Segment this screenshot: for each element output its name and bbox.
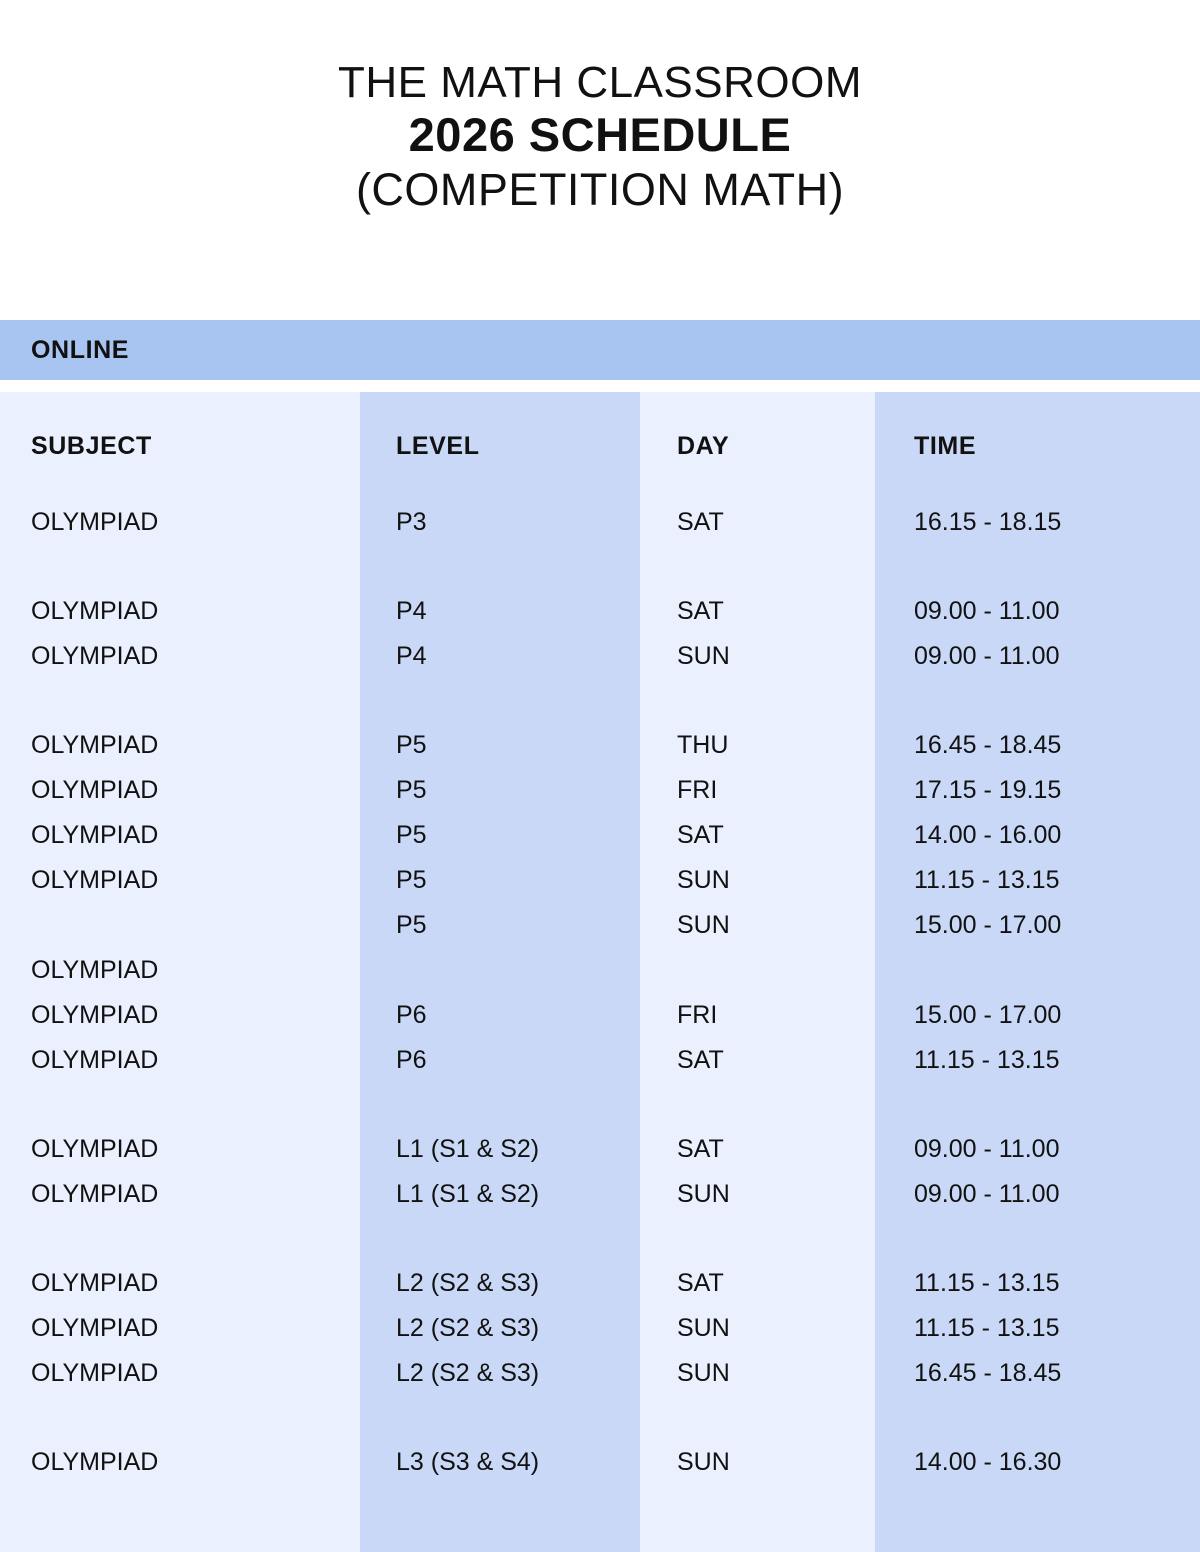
- page-title: 2026 SCHEDULE: [408, 108, 792, 162]
- cell-time: 14.00 - 16.30: [914, 1448, 1062, 1476]
- cell-subject: OLYMPIAD: [31, 1269, 159, 1297]
- cell-level: P6: [396, 1046, 427, 1074]
- table-header-row: [0, 392, 1200, 500]
- cell-day: FRI: [677, 1001, 718, 1029]
- page-header: [0, 0, 1200, 216]
- cell-day: SAT: [677, 1269, 724, 1297]
- cell-time: 09.00 - 11.00: [914, 642, 1060, 670]
- cell-level: P3: [396, 508, 427, 536]
- cell-level: P5: [396, 731, 427, 759]
- cell-time: 11.15 - 13.15: [914, 1046, 1060, 1074]
- table-row: [0, 1172, 1200, 1217]
- cell-subject: OLYMPIAD: [31, 1180, 159, 1208]
- table-row-spacer: [0, 679, 1200, 723]
- table-row: [0, 1306, 1200, 1351]
- table-row: [0, 1351, 1200, 1396]
- cell-time: 15.00 - 17.00: [914, 1001, 1062, 1029]
- cell-day: THU: [677, 731, 729, 759]
- cell-day: SUN: [677, 1314, 730, 1342]
- cell-day: SAT: [677, 597, 724, 625]
- cell-time: 11.15 - 13.15: [914, 866, 1060, 894]
- cell-subject: OLYMPIAD: [31, 642, 159, 670]
- cell-level: P5: [396, 776, 427, 804]
- cell-level: L2 (S2 & S3): [396, 1359, 540, 1387]
- table-row: [0, 1261, 1200, 1306]
- cell-subject: OLYMPIAD: [31, 731, 159, 759]
- cell-level: L2 (S2 & S3): [396, 1269, 540, 1297]
- header-subtitle: (COMPETITION MATH): [355, 163, 845, 215]
- cell-time: 14.00 - 16.00: [914, 821, 1062, 849]
- cell-subject: OLYMPIAD: [31, 508, 159, 536]
- cell-level: P4: [396, 642, 427, 670]
- cell-time: 11.15 - 13.15: [914, 1269, 1060, 1297]
- table-row: [0, 634, 1200, 679]
- cell-day: SAT: [677, 821, 724, 849]
- column-header-day: DAY: [677, 432, 730, 460]
- cell-time: 16.45 - 18.45: [914, 1359, 1062, 1387]
- cell-time: 09.00 - 11.00: [914, 597, 1060, 625]
- cell-time: 09.00 - 11.00: [914, 1180, 1060, 1208]
- cell-level: P5: [396, 866, 427, 894]
- table-row: [0, 993, 1200, 1038]
- cell-day: SUN: [677, 1359, 730, 1387]
- table-row: [0, 1440, 1200, 1485]
- cell-day: SAT: [677, 1135, 724, 1163]
- cell-subject: OLYMPIAD: [31, 1448, 159, 1476]
- cell-subject: OLYMPIAD: [31, 1135, 159, 1163]
- column-header-level: LEVEL: [396, 432, 480, 460]
- cell-subject: OLYMPIAD: [31, 776, 159, 804]
- schedule-table: [0, 392, 1200, 1552]
- table-row: [0, 858, 1200, 903]
- table-row: [0, 589, 1200, 634]
- cell-level: L1 (S1 & S2): [396, 1135, 540, 1163]
- table-row: [0, 1127, 1200, 1172]
- cell-level: P5: [396, 911, 427, 939]
- cell-time: 11.15 - 13.15: [914, 1314, 1060, 1342]
- cell-time: 17.15 - 19.15: [914, 776, 1062, 804]
- cell-subject: OLYMPIAD: [31, 956, 159, 984]
- cell-day: SAT: [677, 1046, 724, 1074]
- cell-day: SUN: [677, 1448, 730, 1476]
- cell-day: SAT: [677, 508, 724, 536]
- cell-level: P6: [396, 1001, 427, 1029]
- table-row: [0, 768, 1200, 813]
- table-row-spacer: [0, 545, 1200, 589]
- cell-level: P4: [396, 597, 427, 625]
- cell-level: P5: [396, 821, 427, 849]
- cell-subject: OLYMPIAD: [31, 866, 159, 894]
- cell-subject: OLYMPIAD: [31, 1001, 159, 1029]
- cell-subject: OLYMPIAD: [31, 1359, 159, 1387]
- cell-level: L3 (S3 & S4): [396, 1448, 540, 1476]
- cell-day: SUN: [677, 1180, 730, 1208]
- cell-subject: OLYMPIAD: [31, 597, 159, 625]
- table-row: [0, 813, 1200, 858]
- cell-day: SUN: [677, 642, 730, 670]
- header-title-line-1: THE MATH CLASSROOM: [337, 58, 862, 107]
- cell-time: 16.45 - 18.45: [914, 731, 1062, 759]
- table-row-spacer: [0, 1396, 1200, 1440]
- cell-subject: OLYMPIAD: [31, 821, 159, 849]
- cell-day: SUN: [677, 866, 730, 894]
- cell-subject: OLYMPIAD: [31, 1314, 159, 1342]
- cell-level: L2 (S2 & S3): [396, 1314, 540, 1342]
- cell-time: 16.15 - 18.15: [914, 508, 1062, 536]
- table-row: [0, 903, 1200, 948]
- cell-day: FRI: [677, 776, 718, 804]
- schedule-grid: [0, 392, 1200, 1485]
- column-header-subject: SUBJECT: [31, 432, 152, 460]
- table-row: [0, 500, 1200, 545]
- cell-day: SUN: [677, 911, 730, 939]
- column-header-time: TIME: [914, 432, 977, 460]
- cell-level: L1 (S1 & S2): [396, 1180, 540, 1208]
- table-row: [0, 1038, 1200, 1083]
- table-row: [0, 723, 1200, 768]
- table-row-spacer: [0, 1083, 1200, 1127]
- table-row-spacer: [0, 1217, 1200, 1261]
- cell-time: 15.00 - 17.00: [914, 911, 1062, 939]
- cell-subject: OLYMPIAD: [31, 1046, 159, 1074]
- cell-time: 09.00 - 11.00: [914, 1135, 1060, 1163]
- table-row: [0, 948, 1200, 993]
- section-header-label: ONLINE: [31, 335, 130, 364]
- section-header-online: [0, 320, 1200, 380]
